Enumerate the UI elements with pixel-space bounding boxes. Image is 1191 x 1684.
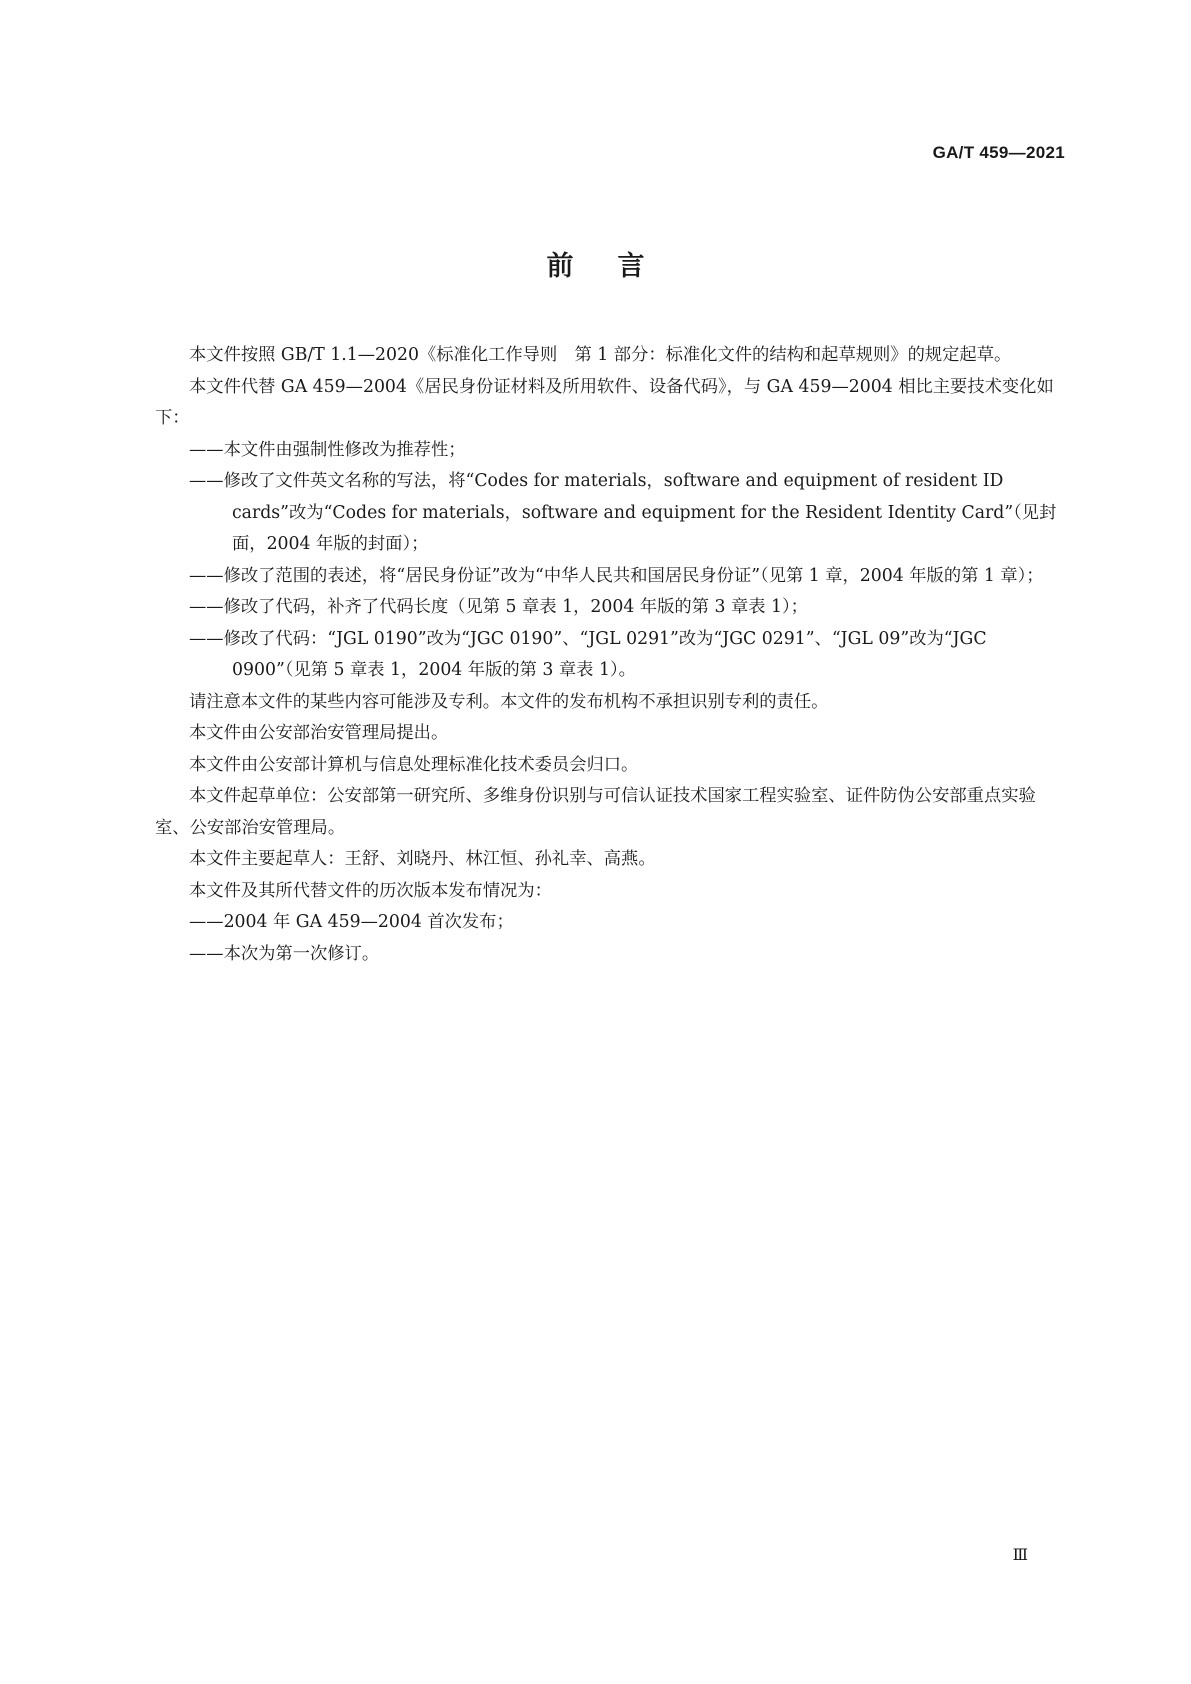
- paragraph: 本文件代替 GA 459—2004《居民身份证材料及所用软件、设备代码》，与 GA 459—2004 相比主要技术变化如下：: [155, 376, 1054, 428]
- standard-code: GA/T 459—2021: [932, 143, 1065, 162]
- paragraph: 本文件按照 GB/T 1.1—2020《标准化工作导则 第 1 部分：标准化文件的结构和起草规则》的规定起草。: [189, 345, 1012, 365]
- page-title: 前言: [546, 251, 689, 282]
- paragraph: 本文件起草单位：公安部第一研究所、多维身份识别与可信认证技术国家工程实验室、证件防伪公安部重点实验室、公安部治安管理局。: [155, 786, 1036, 838]
- list-item: ——修改了范围的表述，将“居民身份证”改为“中华人民共和国居民身份证”（见第 1 章，2004 年版的第 1 章）；: [189, 565, 1044, 586]
- paragraph: 请注意本文件的某些内容可能涉及专利。本文件的发布机构不承担识别专利的责任。: [189, 691, 829, 712]
- paragraph: 本文件及其所代替文件的历次版本发布情况为：: [189, 880, 552, 901]
- list-item: ——本次为第一次修订。: [189, 943, 380, 964]
- document-body: [155, 340, 1062, 970]
- list-item: ——本文件由强制性修改为推荐性；: [189, 439, 466, 460]
- list-item: ——修改了文件英文名称的写法，将“Codes for materials，software and equipment of resident ID cards”改为“Codes for materials，software and equipment for the Resident Identity Card”（见封面，2004 年版的封面）；: [189, 471, 1057, 554]
- list-item: ——2004 年 GA 459—2004 首次发布；: [189, 912, 514, 932]
- paragraph: 本文件主要起草人：王舒、刘晓丹、林江恒、孙礼幸、高燕。: [189, 849, 656, 869]
- paragraph: 本文件由公安部治安管理局提出。: [189, 723, 449, 743]
- paragraph: 本文件由公安部计算机与信息处理标准化技术委员会归口。: [189, 754, 639, 775]
- page-number: Ⅲ: [1012, 1545, 1028, 1564]
- list-item: ——修改了代码：“JGL 0190”改为“JGC 0190”、“JGL 0291”改为“JGC 0291”、“JGL 09”改为“JGC 0900”（见第 5 章表 1，2004 年版的第 3 章表 1）。: [189, 628, 987, 680]
- list-item: ——修改了代码，补齐了代码长度（见第 5 章表 1，2004 年版的第 3 章表 1）；: [189, 597, 808, 617]
